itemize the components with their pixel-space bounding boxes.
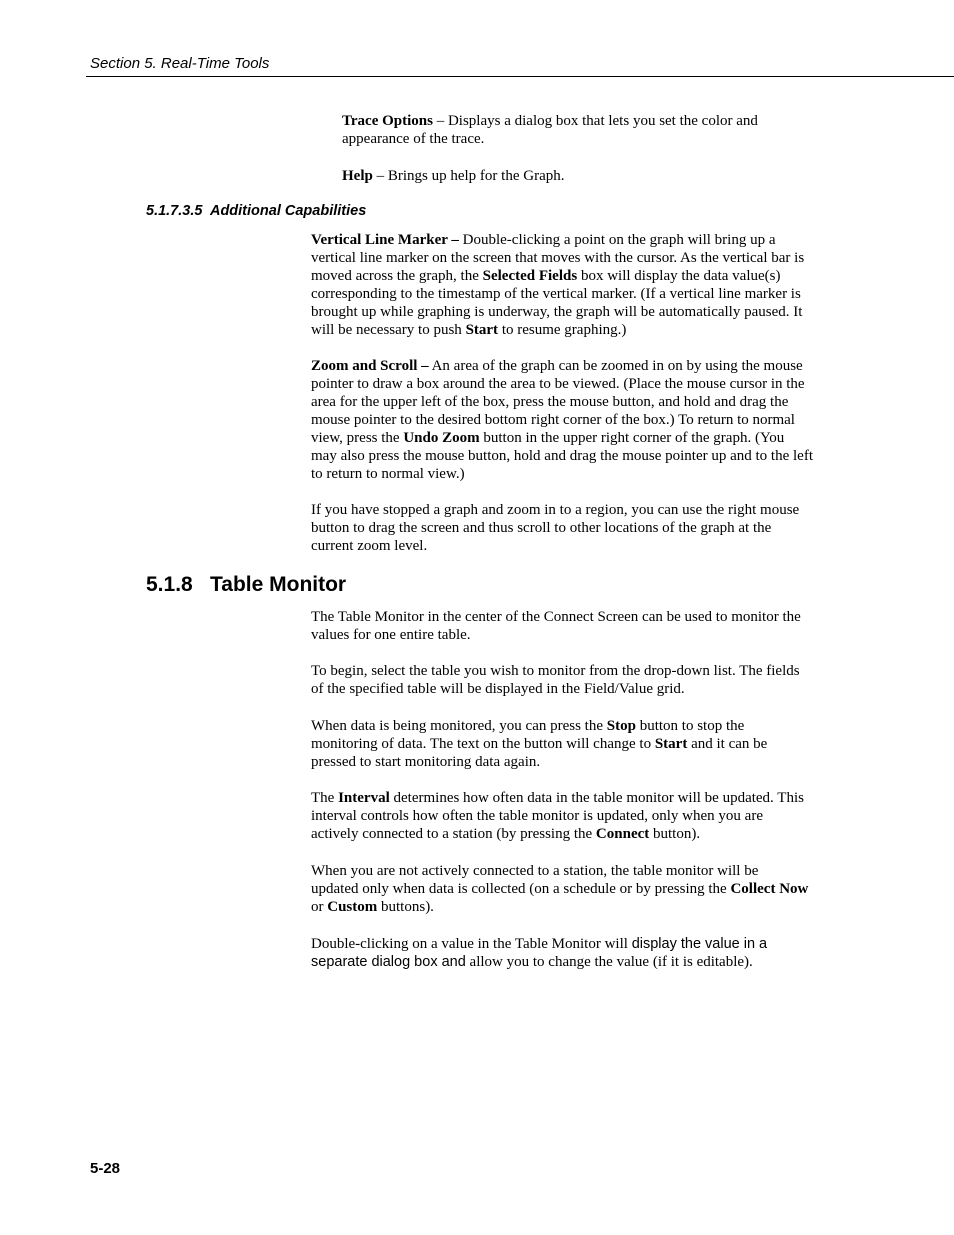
- p4-bold-interval: Interval: [338, 790, 390, 806]
- page-number: 5-28: [90, 1160, 121, 1177]
- p5-text-1: When you are not actively connected to a station, the table monitor will be updated only when data is collected (on a schedule or by pressing the: [311, 863, 759, 897]
- table-monitor-paragraph-5: [311, 862, 809, 916]
- vertical-line-marker-term: Vertical Line Marker –: [311, 232, 459, 248]
- p4-bold-connect: Connect: [595, 826, 650, 842]
- p6-text-2: allow you to change the value (if it is editable).: [465, 954, 753, 970]
- vlm-bold-start: Start: [465, 322, 499, 338]
- p6-text-1: Double-clicking on a value in the Table Monitor will: [311, 936, 632, 952]
- p4-text-1: The: [311, 790, 339, 806]
- trace-options-paragraph: [342, 112, 792, 148]
- help-paragraph: [342, 167, 792, 185]
- p4-text-3: button).: [649, 826, 701, 842]
- table-monitor-paragraph-6: [311, 935, 809, 971]
- scroll-note-paragraph: If you have stopped a graph and zoom in to a region, you can use the right mouse button to drag the screen and thus scroll to other locations of the graph at the current zoom level.: [311, 502, 800, 554]
- section-title: Table Monitor: [210, 573, 347, 596]
- help-sep: –: [372, 168, 388, 184]
- section-number: 5.1.8: [146, 573, 193, 596]
- p3-bold-start: Start: [654, 736, 688, 752]
- section-heading: [146, 573, 346, 597]
- subsection-title: Additional Capabilities: [209, 203, 367, 219]
- p3-text-3: and it can be pressed to start monitoring data again.: [311, 736, 768, 770]
- table-monitor-paragraph-3: [311, 717, 809, 771]
- p5-bold-custom: Custom: [327, 899, 378, 915]
- help-term: Help: [342, 168, 373, 184]
- vlm-text-3: to resume graphing.): [498, 322, 627, 338]
- trace-options-sep: –: [432, 113, 448, 129]
- table-monitor-paragraph-4: [311, 789, 809, 843]
- zoom-bold-undo-zoom: Undo Zoom: [403, 430, 480, 446]
- p3-text-1: When data is being monitored, you can press the: [311, 718, 607, 734]
- zoom-scroll-paragraph: [311, 357, 813, 483]
- running-header: Section 5. Real-Time Tools: [90, 55, 270, 72]
- table-monitor-paragraph-1: The Table Monitor in the center of the Connect Screen can be used to monitor the values for one entire table.: [311, 609, 801, 643]
- subsection-number: 5.1.7.3.5: [146, 203, 203, 219]
- p5-text-2: or: [311, 899, 328, 915]
- subsection-heading: [146, 203, 366, 219]
- vertical-line-marker-paragraph: [311, 231, 809, 339]
- p4-text-2: determines how often data in the table monitor will be updated. This interval controls how often the table monitor is updated, only when you are actively connected to a station (by pressing the: [311, 790, 804, 842]
- trace-options-text: Displays a dialog box that lets you set the color and appearance of the trace.: [342, 113, 758, 147]
- zoom-text-2: button in the upper right corner of the graph. (You may also press the mouse button, hold and drag the mouse pointer up and to the left to return to normal view.): [311, 430, 813, 482]
- p3-bold-stop: Stop: [606, 718, 636, 734]
- p5-bold-collect-now: Collect Now: [730, 881, 809, 897]
- vlm-text-1: Double-clicking a point on the graph will bring up a vertical line marker on the screen that moves with the cursor. As the vertical bar is moved across the graph, the: [311, 232, 805, 284]
- p3-text-2: button to stop the monitoring of data. The text on the button will change to: [311, 718, 745, 752]
- header-rule: [86, 76, 954, 77]
- vlm-bold-selected-fields: Selected Fields: [482, 268, 578, 284]
- zoom-scroll-term: Zoom and Scroll –: [311, 358, 429, 374]
- vlm-text-2: box will display the data value(s) corresponding to the timestamp of the vertical marker. (If a vertical line marker is brought up while graphing is underway, the graph will be automatically paused. It will be necessary to push: [311, 268, 803, 338]
- trace-options-term: Trace Options: [342, 113, 433, 129]
- help-text: Brings up help for the Graph.: [387, 168, 565, 184]
- p6-sans-text: display the value in a separate dialog box and: [311, 936, 768, 970]
- zoom-text-1: An area of the graph can be zoomed in on by using the mouse pointer to draw a box around the area to be viewed. (Place the mouse cursor in the area for the upper left of the box, press the mouse button, and hold and drag the mouse pointer to the desired bottom right corner of the box.) To return to normal view, press the: [311, 358, 805, 446]
- p5-text-3: buttons).: [377, 899, 434, 915]
- table-monitor-paragraph-2: To begin, select the table you wish to monitor from the drop-down list. The fields of the specified table will be displayed in the Field/Value grid.: [311, 663, 800, 697]
